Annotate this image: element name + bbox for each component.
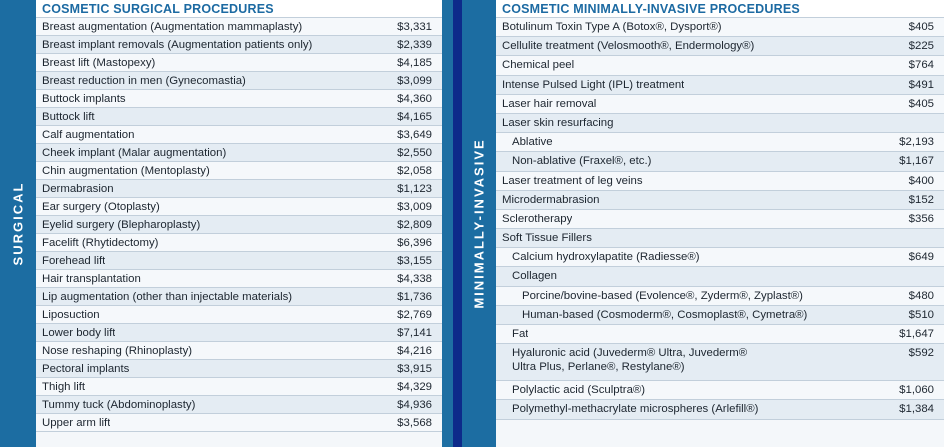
table-row bbox=[36, 36, 442, 54]
minimally-invasive-panel bbox=[462, 0, 944, 447]
table-row bbox=[36, 324, 442, 342]
surgical-rows bbox=[36, 18, 442, 432]
table-row bbox=[36, 414, 442, 432]
table-row bbox=[496, 267, 944, 286]
table-row bbox=[496, 325, 944, 344]
procedure-label: Botulinum Toxin Type A (Botox®, Dysport®) bbox=[502, 21, 722, 33]
procedure-label: Liposuction bbox=[42, 309, 100, 321]
procedure-label: Breast augmentation (Augmentation mammaplasty) bbox=[42, 21, 303, 33]
table-row bbox=[36, 378, 442, 396]
table-row bbox=[36, 198, 442, 216]
procedure-label: Cheek implant (Malar augmentation) bbox=[42, 147, 227, 159]
procedure-label: Fat bbox=[512, 328, 529, 340]
procedure-label: Chemical peel bbox=[502, 59, 575, 72]
table-row bbox=[36, 144, 442, 162]
procedure-price: $649 bbox=[908, 251, 934, 264]
procedure-price: $2,550 bbox=[397, 147, 432, 159]
procedure-price: $4,338 bbox=[397, 273, 432, 285]
table-row bbox=[496, 95, 944, 114]
procedure-label: Cellulite treatment (Velosmooth®, Endermology®) bbox=[502, 40, 755, 53]
procedure-label: Hair transplantation bbox=[42, 273, 141, 285]
procedure-price: $225 bbox=[908, 40, 934, 53]
procedure-price: $152 bbox=[908, 193, 934, 206]
procedure-label: Laser hair removal bbox=[502, 97, 597, 110]
table-row bbox=[496, 287, 944, 306]
procedure-price: $4,360 bbox=[397, 93, 432, 105]
procedure-label: Breast lift (Mastopexy) bbox=[42, 57, 156, 69]
procedure-label: Buttock implants bbox=[42, 93, 126, 105]
procedure-label: Lower body lift bbox=[42, 327, 116, 339]
table-row bbox=[36, 72, 442, 90]
procedure-label: Microdermabrasion bbox=[502, 193, 600, 206]
procedure-price: $1,647 bbox=[899, 328, 934, 340]
procedure-price: $764 bbox=[908, 59, 934, 72]
surgical-heading: COSMETIC SURGICAL PROCEDURES bbox=[36, 0, 442, 18]
table-row bbox=[496, 152, 944, 171]
procedure-price: $4,936 bbox=[397, 399, 432, 411]
table-row bbox=[36, 252, 442, 270]
table-row bbox=[36, 360, 442, 378]
procedure-price: $510 bbox=[908, 308, 934, 321]
table-row bbox=[496, 229, 944, 248]
procedure-price: $4,185 bbox=[397, 57, 432, 69]
table-row bbox=[36, 342, 442, 360]
table-row bbox=[496, 133, 944, 152]
procedure-label: Facelift (Rhytidectomy) bbox=[42, 237, 159, 249]
procedure-label: Eyelid surgery (Blepharoplasty) bbox=[42, 219, 201, 231]
procedure-label: Upper arm lift bbox=[42, 417, 111, 429]
procedure-price: $1,060 bbox=[899, 384, 934, 397]
procedure-price: $1,167 bbox=[899, 155, 934, 168]
table-row bbox=[36, 270, 442, 288]
procedure-label: Forehead lift bbox=[42, 255, 106, 267]
table-row bbox=[496, 37, 944, 56]
table-row bbox=[36, 234, 442, 252]
table-row bbox=[36, 18, 442, 36]
procedure-label: Breast reduction in men (Gynecomastia) bbox=[42, 75, 246, 87]
procedure-price: $2,339 bbox=[397, 39, 432, 51]
table-row bbox=[36, 108, 442, 126]
procedure-label: Ablative bbox=[512, 136, 553, 149]
table-row bbox=[36, 306, 442, 324]
surgical-panel bbox=[0, 0, 453, 447]
table-row bbox=[36, 54, 442, 72]
procedure-label: Lip augmentation (other than injectable materials) bbox=[42, 291, 293, 303]
procedure-label: Intense Pulsed Light (IPL) treatment bbox=[502, 78, 685, 91]
procedure-price: $356 bbox=[908, 212, 934, 225]
procedure-label: Pectoral implants bbox=[42, 363, 130, 375]
table-row bbox=[496, 381, 944, 400]
procedure-price: $3,568 bbox=[397, 417, 432, 429]
procedure-price: $405 bbox=[908, 21, 934, 33]
table-row bbox=[36, 162, 442, 180]
procedure-label: Breast implant removals (Augmentation patients only) bbox=[42, 39, 313, 51]
table-row bbox=[36, 180, 442, 198]
procedure-label: Calcium hydroxylapatite (Radiesse®) bbox=[512, 251, 700, 264]
procedure-price: $7,141 bbox=[397, 327, 432, 339]
minimally-invasive-table bbox=[496, 0, 944, 447]
table-row bbox=[496, 344, 944, 381]
procedure-price: $6,396 bbox=[397, 237, 432, 249]
procedure-label: Porcine/bovine-based (Evolence®, Zyderm®, Zyplast®) bbox=[522, 289, 803, 302]
surgical-side-label: SURGICAL bbox=[10, 181, 26, 266]
table-row bbox=[496, 172, 944, 191]
procedure-price: $1,384 bbox=[899, 403, 934, 416]
procedure-price: $491 bbox=[908, 78, 934, 91]
minimally-invasive-heading: COSMETIC MINIMALLY-INVASIVE PROCEDURES bbox=[496, 0, 944, 18]
table-row bbox=[36, 288, 442, 306]
minimally-invasive-side-band bbox=[462, 0, 496, 447]
procedure-label: Collagen bbox=[512, 270, 557, 283]
procedure-price: $1,123 bbox=[397, 183, 432, 195]
procedure-label: Human-based (Cosmoderm®, Cosmoplast®, Cymetra®) bbox=[522, 308, 808, 321]
procedure-price: $1,736 bbox=[397, 291, 432, 303]
procedure-price: $3,331 bbox=[397, 21, 432, 33]
procedure-label: Tummy tuck (Abdominoplasty) bbox=[42, 399, 196, 411]
procedure-label: Laser treatment of leg veins bbox=[502, 174, 643, 187]
table-row bbox=[36, 90, 442, 108]
table-row bbox=[36, 126, 442, 144]
surgical-table bbox=[36, 0, 442, 447]
minimally-invasive-side-label: MINIMALLY-INVASIVE bbox=[471, 138, 487, 309]
procedure-price: $405 bbox=[908, 97, 934, 110]
procedure-price: $3,099 bbox=[397, 75, 432, 87]
procedure-price: $4,216 bbox=[397, 345, 432, 357]
procedure-label: Hyaluronic acid (Juvederm® Ultra, Juvederm® Ultra Plus, Perlane®, Restylane®) bbox=[512, 347, 748, 374]
procedure-label: Laser skin resurfacing bbox=[502, 116, 614, 129]
procedure-price: $3,155 bbox=[397, 255, 432, 267]
procedure-label: Chin augmentation (Mentoplasty) bbox=[42, 165, 210, 177]
procedure-price: $2,193 bbox=[899, 136, 934, 149]
surgical-side-band bbox=[0, 0, 36, 447]
procedure-price: $2,809 bbox=[397, 219, 432, 231]
procedure-price: $4,165 bbox=[397, 111, 432, 123]
procedure-label: Sclerotherapy bbox=[502, 212, 573, 225]
procedure-price: $480 bbox=[908, 289, 934, 302]
procedure-label: Dermabrasion bbox=[42, 183, 114, 195]
procedure-label: Ear surgery (Otoplasty) bbox=[42, 201, 160, 213]
table-row bbox=[496, 56, 944, 75]
table-row bbox=[36, 396, 442, 414]
procedure-label: Thigh lift bbox=[42, 381, 86, 393]
procedure-price: $2,058 bbox=[397, 165, 432, 177]
table-row bbox=[496, 306, 944, 325]
table-row bbox=[496, 210, 944, 229]
table-row bbox=[496, 191, 944, 210]
procedure-price: $400 bbox=[908, 174, 934, 187]
procedure-label: Polymethyl-methacrylate microspheres (Arlefill®) bbox=[512, 403, 759, 416]
table-row bbox=[496, 18, 944, 37]
procedure-price: $4,329 bbox=[397, 381, 432, 393]
procedure-price: $592 bbox=[908, 347, 934, 360]
procedure-label: Polylactic acid (Sculptra®) bbox=[512, 384, 646, 397]
procedure-price: $3,009 bbox=[397, 201, 432, 213]
procedure-price: $3,915 bbox=[397, 363, 432, 375]
procedure-label: Calf augmentation bbox=[42, 129, 135, 141]
table-row bbox=[496, 76, 944, 95]
procedure-label: Nose reshaping (Rhinoplasty) bbox=[42, 345, 193, 357]
minimally-invasive-rows bbox=[496, 18, 944, 420]
procedure-price: $3,649 bbox=[397, 129, 432, 141]
table-row bbox=[496, 248, 944, 267]
table-row bbox=[36, 216, 442, 234]
procedure-label: Buttock lift bbox=[42, 111, 95, 123]
procedure-price: $2,769 bbox=[397, 309, 432, 321]
procedure-label: Soft Tissue Fillers bbox=[502, 232, 592, 245]
procedure-label: Non-ablative (Fraxel®, etc.) bbox=[512, 155, 652, 168]
table-row bbox=[496, 114, 944, 133]
table-row bbox=[496, 400, 944, 419]
